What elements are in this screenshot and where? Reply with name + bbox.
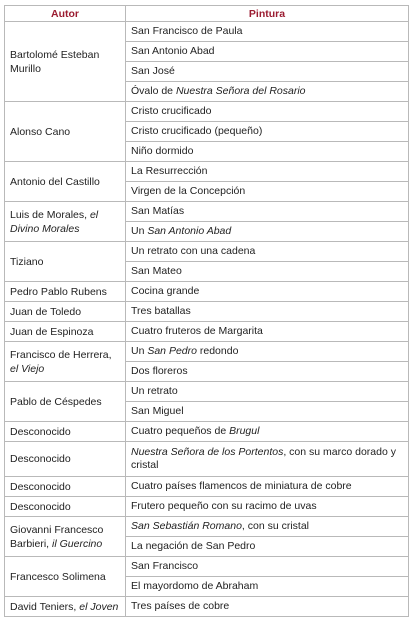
autor-cell <box>5 202 126 242</box>
table-row <box>5 382 409 402</box>
pintura-cell <box>126 142 409 162</box>
pintura-cell <box>126 182 409 202</box>
text: Alonso Cano <box>10 125 71 138</box>
autor-cell <box>5 22 126 102</box>
text: San Miguel <box>131 405 184 417</box>
autor-cell <box>5 242 126 282</box>
pintura-cell <box>126 302 409 322</box>
autor-cell <box>5 382 126 422</box>
italic-text: Brugul <box>229 425 260 437</box>
autor-cell <box>5 422 126 442</box>
pintura-cell <box>126 82 409 102</box>
table-row <box>5 517 409 537</box>
text: San Matías <box>131 205 185 217</box>
table-row <box>5 477 409 497</box>
text: Cocina grande <box>131 285 200 297</box>
text: Tiziano <box>10 255 44 268</box>
pintura-cell <box>126 122 409 142</box>
italic-text: Nuestra Señora del Rosario <box>175 85 306 97</box>
pintura-cell <box>126 162 409 182</box>
autor-cell <box>5 302 126 322</box>
text: La Resurrección <box>131 165 208 177</box>
text: Un <box>131 345 148 357</box>
pintura-cell <box>126 382 409 402</box>
paintings-table <box>4 5 409 617</box>
text: Bartolomé Esteban Murillo <box>10 48 100 75</box>
pintura-cell <box>126 322 409 342</box>
text: Óvalo de <box>131 85 176 97</box>
text: Pablo de Céspedes <box>10 395 102 408</box>
text: Un retrato con una cadena <box>131 245 256 257</box>
text: Francesco Solimena <box>10 570 106 583</box>
text: Desconocido <box>10 453 71 465</box>
text: Un <box>131 225 148 237</box>
italic-text: el Joven <box>79 600 119 613</box>
table-row <box>5 442 409 477</box>
pintura-cell <box>126 402 409 422</box>
autor-cell <box>5 557 126 597</box>
autor-cell <box>5 477 126 497</box>
italic-text: il Guercino <box>52 537 103 550</box>
italic-text: San Pedro <box>147 345 197 357</box>
text: Niño dormido <box>131 145 194 157</box>
autor-cell <box>5 517 126 557</box>
autor-cell <box>5 442 126 477</box>
text: Tres países de cobre <box>131 600 230 612</box>
pintura-cell <box>126 537 409 557</box>
table-row <box>5 497 409 517</box>
pintura-cell <box>126 42 409 62</box>
table-row <box>5 162 409 182</box>
pintura-cell <box>126 282 409 302</box>
text: Cuatro fruteros de Margarita <box>131 325 263 337</box>
header-row <box>5 6 409 22</box>
text: Cristo crucificado (pequeño) <box>131 125 263 137</box>
text: Cuatro pequeños de <box>131 425 230 437</box>
italic-text: el Divino Morales <box>10 208 99 235</box>
table-row <box>5 597 409 617</box>
autor-cell <box>5 497 126 517</box>
text: Virgen de la Concepción <box>131 185 246 197</box>
pintura-cell <box>126 597 409 617</box>
pintura-cell <box>126 497 409 517</box>
text: San Mateo <box>131 265 182 277</box>
text: Francisco de Herrera, <box>10 348 112 361</box>
table-row <box>5 422 409 442</box>
text: Desconocido <box>10 480 71 493</box>
text: Desconocido <box>10 500 71 513</box>
text: Cuatro países flamencos de miniatura de cobre <box>131 480 352 492</box>
table-row <box>5 557 409 577</box>
text: San Francisco <box>131 560 199 572</box>
italic-text: Nuestra Señora de los Portentos <box>131 446 284 458</box>
italic-text: el Viejo <box>10 362 45 375</box>
pintura-cell <box>126 517 409 537</box>
text: San José <box>131 65 175 77</box>
text: Frutero pequeño con su racimo de uvas <box>131 500 317 512</box>
table-row <box>5 202 409 222</box>
pintura-cell <box>126 442 409 477</box>
pintura-cell <box>126 362 409 382</box>
pintura-cell <box>126 62 409 82</box>
table-row <box>5 242 409 262</box>
text: Un retrato <box>131 385 178 397</box>
pintura-cell <box>126 262 409 282</box>
table-row <box>5 22 409 42</box>
autor-cell <box>5 322 126 342</box>
pintura-cell <box>126 222 409 242</box>
header-pintura: Pintura <box>126 6 409 22</box>
text: La negación de San Pedro <box>131 540 256 552</box>
autor-cell <box>5 102 126 162</box>
pintura-cell <box>126 477 409 497</box>
autor-cell <box>5 597 126 617</box>
header-autor: Autor <box>5 6 126 22</box>
pintura-cell <box>126 202 409 222</box>
text: Juan de Espinoza <box>10 325 94 338</box>
text: Cristo crucificado <box>131 105 212 117</box>
text: Luis de Morales, <box>10 208 90 221</box>
text: Dos floreros <box>131 365 188 377</box>
text: San Antonio Abad <box>131 45 215 57</box>
text: Tres batallas <box>131 305 191 317</box>
text: El mayordomo de Abraham <box>131 580 259 592</box>
text: Pedro Pablo Rubens <box>10 285 107 298</box>
text: Antonio del Castillo <box>10 175 100 188</box>
text: redondo <box>196 345 239 357</box>
text: , con su marco dorado y cristal <box>131 446 396 471</box>
text: Juan de Toledo <box>10 305 82 318</box>
table-row <box>5 102 409 122</box>
table-body <box>5 22 409 617</box>
table-row <box>5 282 409 302</box>
autor-cell <box>5 162 126 202</box>
pintura-cell <box>126 242 409 262</box>
pintura-cell <box>126 102 409 122</box>
autor-cell <box>5 282 126 302</box>
pintura-cell <box>126 422 409 442</box>
table-row <box>5 342 409 362</box>
text: San Francisco de Paula <box>131 25 243 37</box>
table-row <box>5 302 409 322</box>
italic-text: San Antonio Abad <box>147 225 232 237</box>
pintura-cell <box>126 22 409 42</box>
text: Giovanni Francesco Barbieri, <box>10 523 104 550</box>
pintura-cell <box>126 577 409 597</box>
text: , con su cristal <box>241 520 310 532</box>
italic-text: San Sebastián Romano <box>131 520 242 532</box>
autor-cell <box>5 342 126 382</box>
text: Desconocido <box>10 425 71 438</box>
text: David Teniers, <box>10 600 80 613</box>
pintura-cell <box>126 557 409 577</box>
pintura-cell <box>126 342 409 362</box>
table-row <box>5 322 409 342</box>
